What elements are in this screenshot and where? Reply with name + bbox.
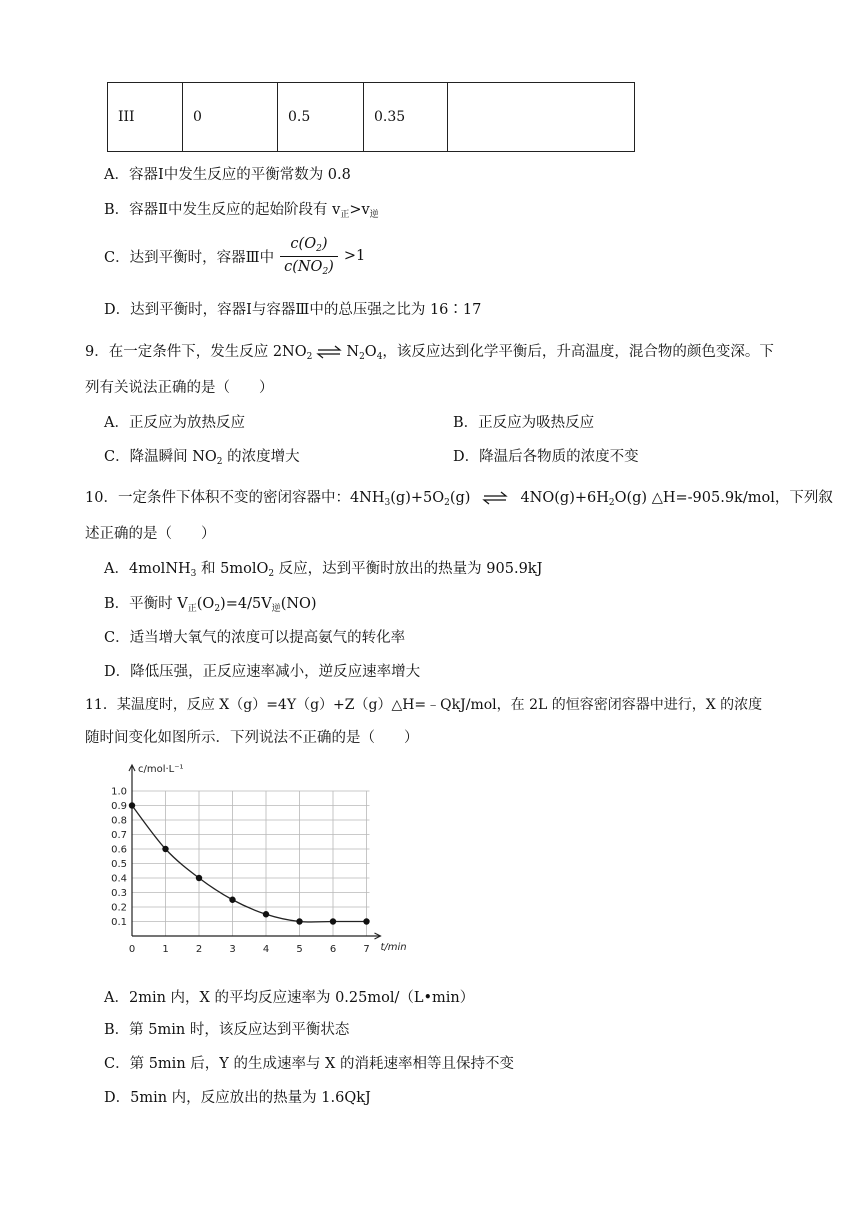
y-tick-label: 0.9: [111, 801, 127, 812]
table-cell: III: [108, 83, 183, 152]
fraction-denominator: $c(NO_2)$: [284, 258, 334, 277]
data-point: [196, 875, 202, 881]
subscript: 正: [340, 210, 350, 220]
q10-stem-line1: 10．一定条件下体积不变的密闭容器中：$4NH_3(g)+5O_2(g)$ $4NO(g)+6H_2O(g)$ △H=-905.9k/mol，下列叙: [85, 490, 833, 508]
x-tick-label: 7: [363, 944, 370, 955]
x-tick-label: 0: [128, 944, 136, 955]
q10-option-d: D．降低压强，正反应速率减小，逆反应速率增大: [104, 664, 421, 680]
y-tick-label: 0.2: [111, 902, 127, 914]
data-point: [330, 918, 336, 924]
table-row: [108, 83, 635, 152]
q8-option-c: [104, 230, 365, 282]
q9-stem-line1: 9．在一定条件下，发生反应 $2NO_2$ $N_2O_4$，该反应达到化学平衡后，升高温度，混合物的颜色变深。下: [85, 344, 774, 362]
q9-stem-line2: 列有关说法正确的是（ ）: [85, 380, 274, 396]
q10-option-c: C．适当增大氧气的浓度可以提高氨气的转化率: [104, 630, 406, 646]
text: >v: [349, 202, 370, 218]
q8-option-a: A．容器Ⅰ中发生反应的平衡常数为 0.8: [104, 167, 351, 183]
q9-option-c: C．降温瞬间 $NO_2$ 的浓度增大: [104, 449, 300, 467]
y-tick-label: 0.5: [111, 859, 127, 870]
x-tick-label: 6: [329, 944, 337, 955]
x-tick-label: 3: [229, 944, 236, 955]
table-cell: 0.5: [278, 83, 364, 152]
x-tick-label: 4: [262, 944, 270, 955]
y-tick-label: 0.3: [111, 888, 127, 899]
y-tick-label: 0.8: [111, 815, 127, 827]
q10-option-a: A．4molNH$_3$ 和 5molO$_2$ 反应，达到平衡时放出的热量为 905.9kJ: [104, 561, 543, 579]
q10-stem-line2: 述正确的是（ ）: [85, 526, 216, 542]
q11-stem-line2: 随时间变化如图所示．下列说法不正确的是（ ）: [85, 730, 419, 746]
q11-stem-line1: 11．某温度时，反应 X（g）=4Y（g）+Z（g）△H=﹣QkJ/mol，在 2L 的恒容密闭容器中进行，X 的浓度: [85, 697, 763, 713]
q9-option-d: D．降温后各物质的浓度不变: [453, 449, 639, 465]
fraction-numerator: $c(O_2)$: [280, 236, 338, 257]
y-tick-label: 0.6: [111, 844, 127, 856]
concentration-time-chart: [100, 760, 407, 975]
x-tick-label: 5: [296, 944, 303, 955]
q8-option-d: D．达到平衡时，容器Ⅰ与容器Ⅲ中的总压强之比为 16∶17: [104, 302, 482, 318]
y-tick-label: 0.1: [111, 917, 127, 928]
q11-option-d: D．5min 内，反应放出的热量为 1.6QkJ: [104, 1090, 371, 1106]
fraction: [280, 236, 338, 277]
y-tick-label: 0.7: [111, 830, 127, 841]
table-cell: [448, 83, 635, 152]
text: >1: [343, 248, 366, 264]
text: B．容器Ⅱ中发生反应的起始阶段有 v: [104, 202, 341, 218]
q8-option-b: [104, 198, 379, 220]
q11-option-c: C．第 5min 后，Y 的生成速率与 X 的消耗速率相等且保持不变: [104, 1056, 514, 1072]
data-point: [263, 911, 269, 917]
q9-option-b: B．正反应为吸热反应: [453, 415, 595, 431]
table-cell: 0: [183, 83, 278, 152]
y-tick-label: 1.0: [111, 786, 127, 798]
data-point: [296, 918, 302, 924]
table-cell: 0.35: [364, 83, 448, 152]
q9-option-a: A．正反应为放热反应: [104, 415, 245, 431]
data-point: [162, 846, 168, 852]
q11-option-a: A．2min 内，X 的平均反应速率为 0.25mol/（L•min）: [104, 990, 475, 1006]
data-point: [129, 802, 135, 808]
x-tick-label: 2: [195, 944, 203, 955]
data-point: [229, 897, 235, 903]
data-table: [107, 82, 635, 152]
x-axis-label: t/min: [380, 942, 407, 953]
reversible-arrow-icon: [316, 345, 342, 359]
data-point: [363, 918, 369, 924]
text: C．达到平衡时，容器Ⅲ中: [104, 249, 275, 266]
q10-option-b: B．平衡时 $V_正(O_2)=4/5V_逆(NO)$: [104, 596, 317, 614]
q11-option-b: B．第 5min 时，该反应达到平衡状态: [104, 1022, 350, 1038]
reversible-arrow-icon: [482, 491, 508, 505]
x-tick-label: 1: [162, 944, 169, 955]
y-axis-label: c/mol·L⁻¹: [138, 764, 184, 775]
subscript: 逆: [369, 210, 379, 220]
y-tick-label: 0.4: [111, 873, 127, 885]
